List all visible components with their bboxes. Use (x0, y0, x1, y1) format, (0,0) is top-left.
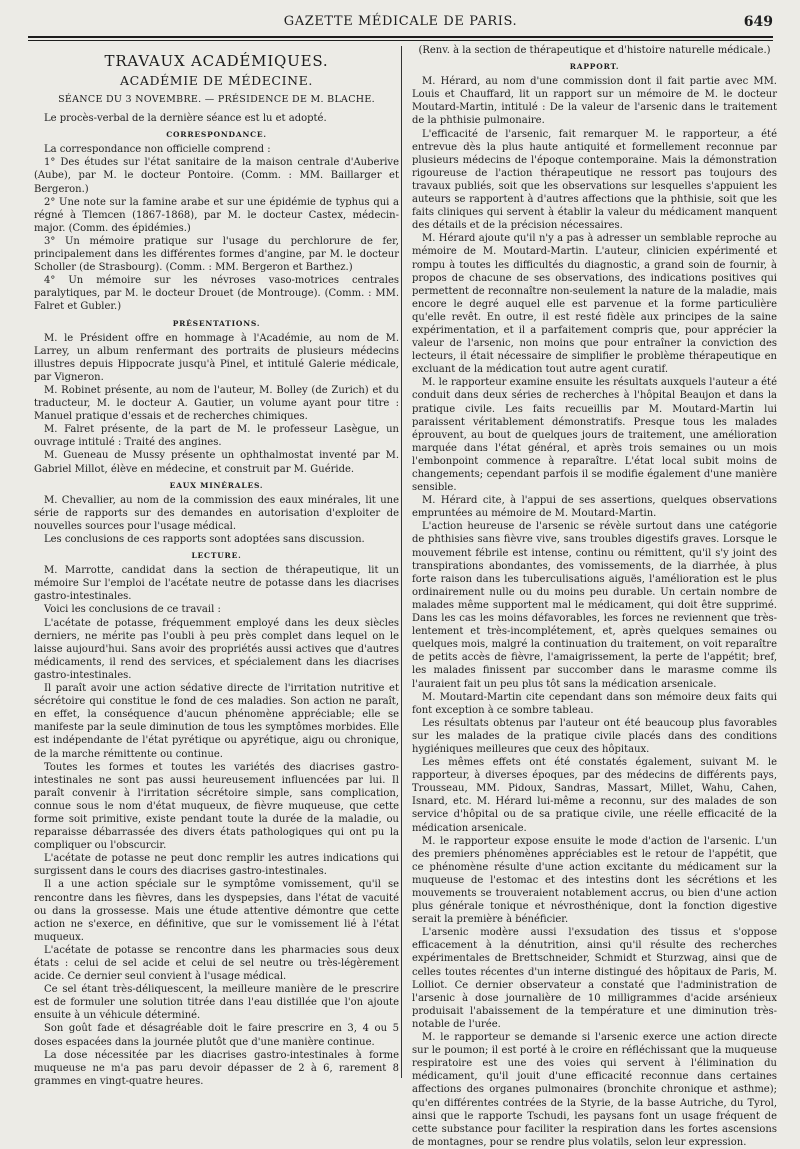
paragraph: Son goût fade et désagréable doit le faire prescrire en 3, 4 ou 5 doses espacées dans la journée plutôt que d'une manière continue. (34, 1023, 399, 1048)
paragraph: M. Falret présente, de la part de M. le professeur Lasègue, un ouvrage intitulé : Traité des angines. (34, 424, 399, 449)
paragraph: M. le Président offre en hommage à l'Académie, au nom de M. Larrey, un album renfermant des portraits de plusieurs médecins illustres depuis Hippocrate jusqu'à Pinel, et intitulé Galerie médicale, par Vigneron. (34, 332, 399, 383)
header-rule (28, 36, 773, 38)
paragraph: 4° Un mémoire sur les névroses vaso-motrices centrales paralytiques, par M. le docteur Drouet (de Montrouge). (Comm. : MM. Falret et Gubler.) (34, 275, 399, 313)
paragraph: M. Moutard-Martin cite cependant dans son mémoire deux faits qui font exception à ce sombre tableau. (412, 691, 777, 716)
journal-title: GAZETTE MÉDICALE DE PARIS. (283, 14, 518, 29)
paragraph: M. Hérard, au nom d'une commission dont il fait partie avec MM. Louis et Chauffard, lit un rapport sur un mémoire de M. le docteur Moutard-Martin, intitulé : De la valeur de l'arsenic dans le traitement de la phthisie pulmonaire. (412, 76, 777, 127)
subheading-presentations: PRÉSENTATIONS. (172, 318, 261, 328)
renvoi-line: (Renv. à la section de thérapeutique et d'histoire naturelle médicale.) (418, 45, 771, 56)
paragraph: L'acétate de potasse ne peut donc remplir les autres indications qui surgissent dans le cours des diacrises gastro-intestinales. (34, 853, 399, 878)
paragraph: M. Hérard cite, à l'appui de ses assertions, quelques observations empruntées au mémoire de M. Moutard-Martin. (412, 495, 777, 520)
paragraph: Les conclusions de ces rapports sont adoptées sans discussion. (44, 534, 365, 545)
subheading-correspondance: CORRESPONDANCE. (166, 130, 267, 140)
subheading-lecture: LECTURE. (191, 551, 242, 561)
paragraph: L'arsenic modère aussi l'exsudation des tissus et s'oppose efficacement à la dénutrition, ainsi qu'il résulte des recherches expérimentales de Brettschneider, Schmidt et Sturzwag, ainsi que de celles toutes récentes d'un interne distingué des hôpitaux de Paris, M. Lolliot. Ce dernier observateur a constaté que l'administration de l'arsenic à dose journalière de 10 milligrammes d'acide arsénieux produisait l'abaissement de la température et une diminution très-notable de l'urée. (412, 927, 777, 1030)
paragraph: M. le rapporteur expose ensuite le mode d'action de l'arsenic. L'un des premiers phénomènes appréciables est le retour de l'appétit, que ce phénomène résulte d'une action excitante du médicament sur la muqueuse de l'estomac et des intestins dont les sécrétions et les mouvements se trouveraient notablement accrus, ou bien d'une action plus générale tonique et névrosthénique, dont la fonction digestive serait la première à bénéficier. (412, 835, 777, 926)
paragraph: L'acétate de potasse, fréquemment employé dans les deux siècles derniers, ne mérite pas l'oubli à peu près complet dans lequel on le laisse aujourd'hui. Sans avoir des propriétés aussi actives que d'autres médicaments, il rend des services, et spécialement dans les diacrises gastro-intestinales. (34, 617, 399, 681)
left-column (34, 44, 399, 1087)
paragraph: Voici les conclusions de ce travail : (44, 604, 221, 616)
subheading-eaux-minerales: EAUX MINÉRALES. (169, 480, 264, 490)
paragraph: M. Hérard ajoute qu'il n'y a pas à adresser un semblable reproche au mémoire de M. Moutard-Martin. L'auteur, clinicien expérimenté et rompu à toutes les difficultés du diagnostic, a grand soin de fournir, à propos de chacune de ses observations, des indications positives qui permettent de reconnaître non-seulement la nature de la maladie, mais encore le degré auquel elle est parvenue et la forme particulière qu'elle revêt. En outre, il est resté fidèle aux principes de la saine expérimentation, et il a parfaitement compris que, pour apprécier la valeur de l'arsenic, non moins que pour entraîner la conviction des lecteurs, il était nécessaire de simplifier le problème thérapeutique en excluant de la médication tout autre agent curatif. (412, 233, 777, 376)
paragraph: M. Marrotte, candidat dans la section de thérapeutique, lit un mémoire Sur l'emploi de l'acétate neutre de potasse dans les diacrises gastro-intestinales. (34, 565, 399, 603)
academy-heading: ACADÉMIE DE MÉDECINE. (120, 73, 313, 88)
paragraph: Il a une action spéciale sur le symptôme vomissement, qu'il se rencontre dans les fièvres, dans les dyspepsies, dans l'état de vacuité ou dans la grossesse. Mais une étude attentive démontre que cette action ne s'exerce, en définitive, que sur le vomissement lié à l'état muqueux. (34, 879, 399, 943)
paragraph: La dose nécessitée par les diacrises gastro-intestinales à forme muqueuse ne m'a pas paru devoir dépasser de 2 à 6, rarement 8 grammes en vingt-quatre heures. (34, 1049, 399, 1087)
paragraph: Il paraît avoir une action sédative directe de l'irritation nutritive et sécrétoire qui constitue le fond de ces maladies. Son action ne paraît, en effet, la conséquence d'aucun phénomène appréciable; elle se manifeste par la seule diminution de tous les symptômes morbides. Elle est indépendante de l'état pyrétique ou apyrétique, aigu ou chronique, de la marche rémittente ou continue. (34, 683, 399, 760)
paragraph: M. le rapporteur se demande si l'arsenic exerce une action directe sur le poumon; il est porté à le croire en réfléchissant que la muqueuse respiratoire est une des voies qui servent à l'élimination du médicament, qu'il jouit d'une efficacité reconnue dans certaines affections des organes pulmonaires (bronchite chronique et asthme); qu'en différentes contrées de la Styrie, de la basse Autriche, du Tyrol, ainsi que le rapporte Tschudi, les paysans font un usage fréquent de cette substance pour faciliter la respiration dans les fortes ascensions de montagnes, pour se rendre plus volatils, selon leur expression. (412, 1032, 777, 1148)
paragraph: M. le rapporteur examine ensuite les résultats auxquels l'auteur a été conduit dans deux séries de recherches à l'hôpital Beaujon et dans la pratique civile. Les faits recueillis par M. Moutard-Martin lui paraissent véritablement démonstratifs. Presque tous les malades éprouvent, au bout de quelques jours de traitement, une amélioration marquée dans l'état général, et après trois semaines ou un mois l'embonpoint commence à reparaître. L'état local subit moins de changements; cependant parfois il se modifie également d'une manière sensible. (412, 377, 777, 494)
header-rule-thin (28, 40, 773, 41)
paragraph: L'acétate de potasse se rencontre dans les pharmacies sous deux états : celui de sel acide et celui de sel neutre ou très-légèrement acide. Ce dernier seul convient à l'usage médical. (34, 944, 399, 983)
paragraph: M. Robinet présente, au nom de l'auteur, M. Bolley (de Zurich) et du traducteur, M. le docteur A. Gautier, un volume ayant pour titre : Manuel pratique d'essais et de recherches chimiques. (34, 384, 399, 423)
paragraph: Les résultats obtenus par l'auteur ont été beaucoup plus favorables sur les malades de la pratique civile placés dans des conditions hygiéniques meilleures que ceux des hôpitaux. (412, 717, 777, 755)
paragraph: 2° Une note sur la famine arabe et sur une épidémie de typhus qui a régné à Tlemcen (1867-1868), par M. le docteur Castex, médecin-major. (Comm. des épidémies.) (34, 196, 399, 234)
paragraph: L'action heureuse de l'arsenic se révèle surtout dans une catégorie de phthisies sans fièvre vive, sans troubles digestifs graves. Lorsque le mouvement fébrile est intense, continu ou rémittent, qu'il s'y joint des transpirations abondantes, des vomissements, de la diarrhée, à plus forte raison dans les tuberculisations aiguës, l'amélioration est le plus ordinairement nulle ou du moins peu durable. Un certain nombre de malades même supportent mal le médicament, qui doit être supprimé. Dans les cas les moins défavorables, les forces ne reviennent que très-lentement et très-incomplétement, et, après quelques semaines ou quelques mois, malgré la continuation du traitement, on voit reparaître de petits accès de fièvre, l'amaigrissement, la perte de l'appétit; bref, les malades finissent par succomber dans le marasme comme ils l'auraient fait un peu plus tôt sans la médication arsenicale. (412, 521, 777, 690)
section-heading: TRAVAUX ACADÉMIQUES. (104, 52, 329, 70)
paragraph: Ce sel étant très-déliquescent, la meilleure manière de le prescrire est de formuler une solution titrée dans l'eau distillée que l'on ajoute ensuite à un véhicule déterminé. (34, 984, 399, 1022)
page-header (28, 12, 773, 34)
paragraph: M. Gueneau de Mussy présente un ophthalmostat inventé par M. Gabriel Millot, élève en médecine, et construit par M. Guéride. (34, 450, 399, 475)
paragraph: Les mêmes effets ont été constatés également, suivant M. le rapporteur, à diverses époques, par des médecins de différents pays, Trousseau, MM. Pidoux, Sandras, Massart, Millet, Wahu, Cahen, Isnard, etc. M. Hérard lui-même a reconnu, sur des malades de son service d'hôpital ou de sa pratique civile, une réelle efficacité de la médication arsenicale. (412, 757, 777, 834)
seance-line: SÉANCE DU 3 NOVEMBRE. — PRÉSIDENCE DE M. BLACHE. (58, 94, 375, 105)
right-column (412, 44, 777, 1148)
paragraph: 1° Des études sur l'état sanitaire de la maison centrale d'Auberive (Aube), par M. le docteur Pontoire. (Comm. : MM. Baillarger et Bergeron.) (34, 157, 399, 195)
subheading-rapport: RAPPORT. (569, 62, 620, 72)
proces-verbal: Le procès-verbal de la dernière séance est lu et adopté. (44, 113, 327, 125)
paragraph: 3° Un mémoire pratique sur l'usage du perchlorure de fer, principalement dans les différentes formes d'angine, par M. le docteur Scholler (de Strasbourg). (Comm. : MM. Bergeron et Barthez.) (34, 235, 399, 274)
column-divider (401, 46, 402, 1078)
paragraph: Toutes les formes et toutes les variétés des diacrises gastro-intestinales ne sont pas aussi heureusement influencées par lui. Il paraît convenir à l'irritation sécrétoire simple, sans complication, connue sous le nom d'état muqueux, de fièvre muqueuse, que cette forme soit primitive, existe pendant toute la durée de la maladie, ou reparaisse débarrassée des divers états pathologiques qui ont pu la compliquer ou l'obscurcir. (34, 761, 399, 852)
paragraph: L'efficacité de l'arsenic, fait remarquer M. le rapporteur, a été entrevue dès la plus haute antiquité et formellement reconnue par plusieurs médecins de l'époque contemporaine. Mais la démonstration rigoureuse de l'action thérapeutique ne ressort pas toujours des travaux publiés, soit que les observations sur lesquelles s'appuient les auteurs se rapportent à d'autres affections que la phthisie, soit que les faits cliniques qui servent à établir la valeur du médicament manquent des détails et de la précision nécessaires. (412, 128, 777, 232)
page-number: 649 (743, 14, 773, 30)
paragraph: M. Chevallier, au nom de la commission des eaux minérales, lit une série de rapports sur des demandes en autorisation d'exploiter de nouvelles sources pour l'usage médical. (34, 494, 399, 532)
paragraph: La correspondance non officielle comprend : (44, 144, 271, 156)
